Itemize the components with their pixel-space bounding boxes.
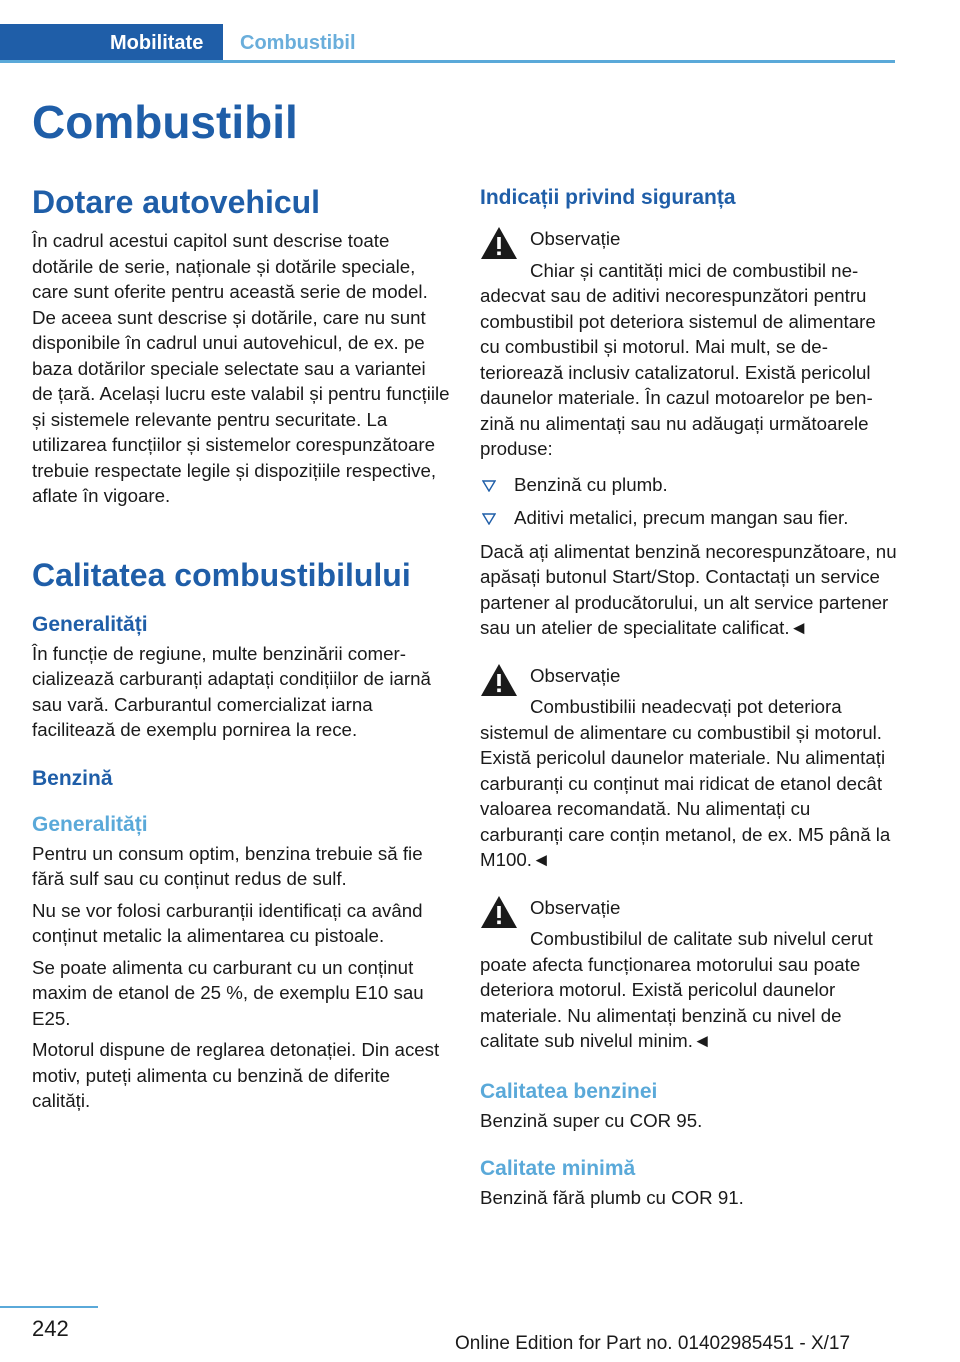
left-column (32, 180, 450, 1114)
warning-1-after-text: Dacă ați alimentat benzină necorespunzătoare, nu apăsați butonul Start/Stop. Contactați un service partener al producătorului, un alt service partener sau un atelier de specialitate calificat.◄ (480, 540, 897, 638)
page-header (0, 0, 960, 64)
benzina-generalitati-heading: Generalități (32, 812, 148, 836)
list-item (480, 472, 898, 498)
generalitati-heading: Generalități (32, 612, 148, 636)
benzina-paragraph-1: Pentru un consum optim, benzina trebuie să fie fără sulf sau cu conținut redus de sulf. (32, 842, 423, 889)
chapter-tab-combustibil[interactable]: Combustibil (240, 32, 356, 54)
bullet-text: Benzină cu plumb. (514, 473, 668, 495)
warning-1-text: Chiar și cantități mici de combustibil neadecvat sau de aditivi necorespunzători pentru combustibil pot deteriora sistemul de alimentare cu combustibil și motorul. Mai mult, se deteriorează inclusiv catalizatorul. Există pericolul daunelor materiale. În cazul motoarelor pe benzină nu alimentați sau nu adăugați următoarele produse: (480, 259, 876, 459)
warning-1-title: Observație (530, 228, 621, 249)
benzina-heading: Benzină (32, 766, 113, 790)
warning-icon (480, 663, 518, 697)
calitate-heading: Calitatea combustibilului (32, 556, 411, 593)
page-title: Combustibil (32, 96, 298, 148)
calitatea-benzinei-heading: Calitatea benzinei (480, 1079, 658, 1103)
benzina-paragraph-4: Motorul dispune de reglarea detonației. Din acest motiv, puteți alimenta cu benzină de diferite calități. (32, 1039, 440, 1111)
warning-block-3 (480, 895, 898, 1054)
edition-note: Online Edition for Part no. 01402985451 - X/17 (455, 1333, 851, 1354)
list-item (480, 505, 898, 531)
header-divider (0, 60, 895, 63)
triangle-bullet-icon (482, 480, 496, 492)
warning-icon (480, 895, 518, 929)
calitate-minima-heading: Calitate minimă (480, 1157, 636, 1180)
page-number: 242 (32, 1316, 69, 1341)
bullet-list (480, 472, 898, 531)
footer-divider (0, 1306, 98, 1308)
right-column (480, 180, 898, 1211)
calitatea-benzinei-text: Benzină super cu COR 95. (480, 1109, 703, 1131)
triangle-bullet-icon (482, 513, 496, 525)
generalitati-paragraph: În funcție de regiune, multe benzinării comercializează carburanți adaptați condițiilor de iarnă sau vară. Carburantul comercializat iarna facilitează de exemplu pornirea la rece. (32, 642, 431, 740)
warning-2-title: Observație (530, 664, 621, 686)
dotare-heading: Dotare autovehicul (32, 184, 321, 220)
dotare-paragraph: În cadrul acestui capitol sunt descrise toate dotările de serie, naționale și dotările speciale, care sunt oferite pentru această serie de model. De aceea sunt descrise și dotările, care nu sunt disponibile în cadrul unui autovehicul, de ex. pe baza dotărilor speciale selectate sau a variantei de țară. Același lucru este valabil și pentru funcțiile și sistemele relevante pentru securitate. La utilizarea funcțiilor și sistemelor corespunzătoare trebuie respectate legile și dispozițiile respective, aflate în vigoare. (32, 230, 450, 506)
warning-icon (480, 226, 518, 260)
warning-3-title: Observație (530, 896, 621, 918)
section-tab-mobilitate[interactable]: Mobilitate (0, 24, 223, 62)
warning-block-1 (480, 226, 898, 462)
warning-block-2 (480, 663, 898, 873)
benzina-paragraph-2: Nu se vor folosi carburanții identificați ca având conținut metalic la alimentarea cu pistoale. (32, 899, 423, 946)
calitate-minima-text: Benzină fără plumb cu COR 91. (480, 1187, 744, 1208)
bullet-text: Aditivi metalici, precum mangan sau fier. (514, 507, 849, 528)
safety-heading: Indicații privind siguranța (480, 186, 736, 209)
warning-3-text: Combustibilul de calitate sub nivelul cerut poate afecta funcționarea motorului sau poate deteriora motorul. Există pericolul daunelor materiale. Nu alimentați benzină cu nivel de calitate sub nivelul minim.◄ (480, 928, 873, 1051)
benzina-paragraph-3: Se poate alimenta cu carburant cu un conținut maxim de etanol de 25 %, de exemplu E10 sau E25. (32, 956, 424, 1029)
warning-2-text: Combustibilii neadecvați pot deteriora sistemul de alimentare cu combustibil și motorul. Există pericolul daunelor materiale. Nu alimentați carburanți cu conținut mai ridicat de etanol decât valoarea recomandată. Nu alimentați cu carburanți care conțin metanol, de ex. M5 până la M100.◄ (480, 696, 891, 870)
